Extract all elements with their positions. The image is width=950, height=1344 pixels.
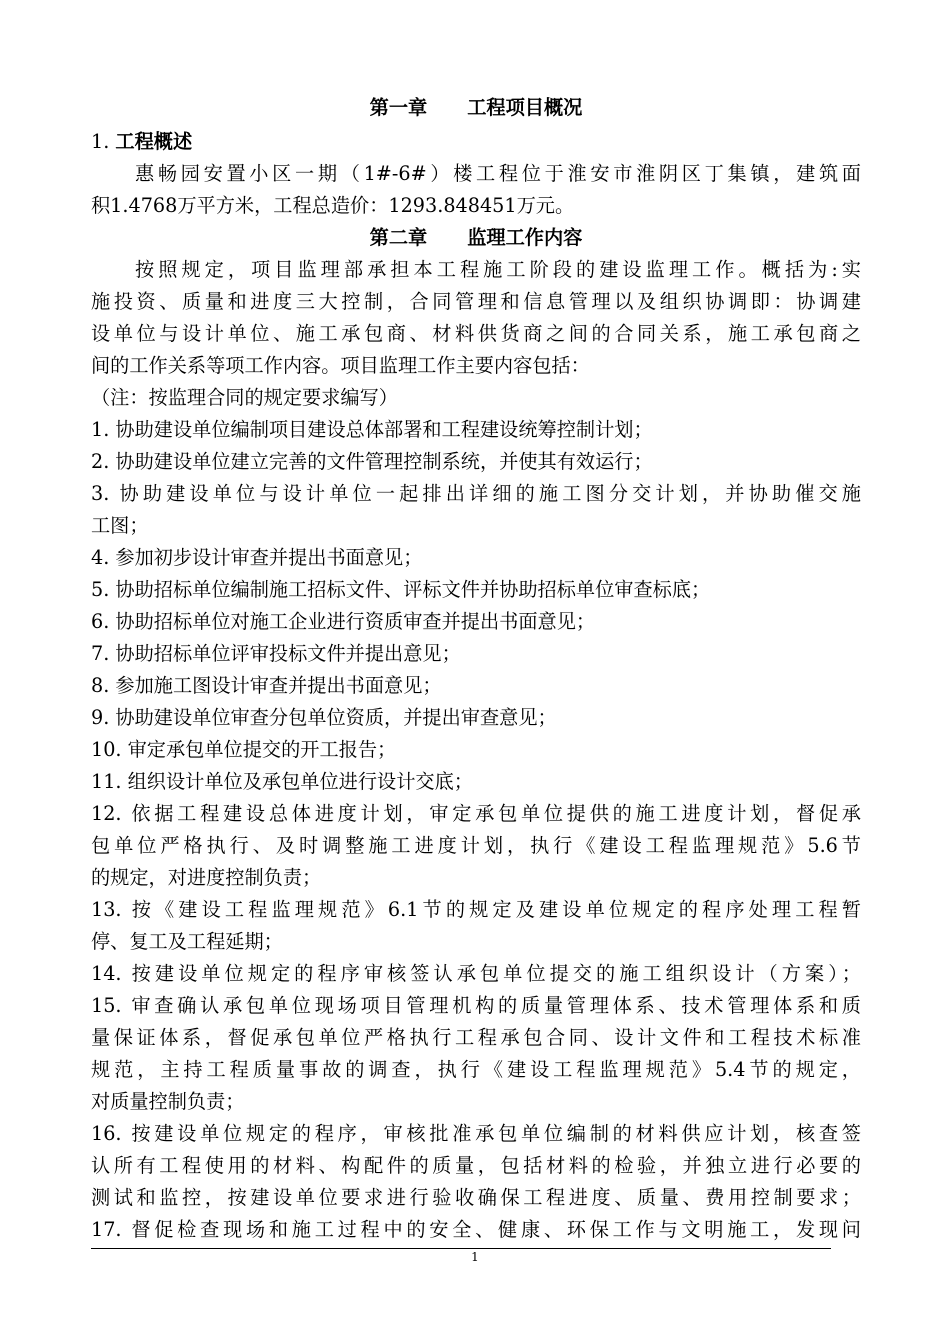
list-item: 4. 参加初步设计审查并提出书面意见； <box>91 546 423 569</box>
list-item: 3. 协助建设单位与设计单位一起排出详细的施工图分交计划，并协助催交施 <box>91 482 861 505</box>
list-item: 认所有工程使用的材料、构配件的质量，包括材料的检验，并独立进行必要的 <box>91 1154 861 1177</box>
list-item: 16. 按建设单位规定的程序，审核批准承包单位编制的材料供应计划，核查签 <box>91 1122 861 1145</box>
list-item: 对质量控制负责； <box>91 1090 245 1113</box>
footer-rule <box>91 1248 831 1249</box>
section-1-title: 工程概述 <box>115 130 193 153</box>
overview-line: 惠畅园安置小区一期（1#-6#）楼工程位于淮安市淮阴区丁集镇，建筑面 <box>135 162 861 185</box>
intro-line: 间的工作关系等项工作内容。项目监理工作主要内容包括： <box>91 354 590 377</box>
list-item: 11. 组织设计单位及承包单位进行设计交底； <box>91 770 473 793</box>
list-item: 1. 协助建设单位编制项目建设总体部署和工程建设统筹控制计划； <box>91 418 653 441</box>
list-item: 7. 协助招标单位评审投标文件并提出意见； <box>91 642 461 665</box>
chapter-1-label: 第一章 <box>369 96 428 119</box>
chapter-1-heading <box>91 91 861 125</box>
list-item: 10. 审定承包单位提交的开工报告； <box>91 738 397 761</box>
list-item: 工图； <box>91 514 149 537</box>
intro-line: 按照规定，项目监理部承担本工程施工阶段的建设监理工作。概括为:实 <box>135 258 861 281</box>
chapter-1-title: 工程项目概况 <box>467 96 583 119</box>
list-item: 停、复工及工程延期； <box>91 930 283 953</box>
chapter-2-heading <box>91 221 861 255</box>
chapter-2-title: 监理工作内容 <box>467 226 583 249</box>
list-item: 量保证体系，督促承包单位严格执行工程承包合同、设计文件和工程技术标准 <box>91 1026 861 1049</box>
intro-line: 施投资、质量和进度三大控制，合同管理和信息管理以及组织协调即：协调建 <box>91 290 861 313</box>
section-1-heading <box>91 125 861 159</box>
list-item: 6. 协助招标单位对施工企业进行资质审查并提出书面意见； <box>91 610 596 633</box>
chapter-2-label: 第二章 <box>369 226 428 249</box>
list-item: 2. 协助建设单位建立完善的文件管理控制系统，并使其有效运行； <box>91 450 653 473</box>
list-item: 13. 按《建设工程监理规范》6.1节的规定及建设单位规定的程序处理工程暂 <box>91 898 861 921</box>
list-item: 14. 按建设单位规定的程序审核签认承包单位提交的施工组织设计（方案）； <box>91 962 861 985</box>
list-item: 17. 督促检查现场和施工过程中的安全、健康、环保工作与文明施工，发现问 <box>91 1218 861 1241</box>
intro-line: 设单位与设计单位、施工承包商、材料供货商之间的合同关系，施工承包商之 <box>91 322 861 345</box>
list-item: 9. 协助建设单位审查分包单位资质，并提出审查意见； <box>91 706 557 729</box>
list-item: 的规定，对进度控制负责； <box>91 866 322 889</box>
list-item: 12. 依据工程建设总体进度计划，审定承包单位提供的施工进度计划，督促承 <box>91 802 861 825</box>
list-item: 测试和监控，按建设单位要求进行验收确保工程进度、质量、费用控制要求； <box>91 1186 861 1209</box>
list-item: 8. 参加施工图设计审查并提出书面意见； <box>91 674 442 697</box>
overview-line: 积1.4768万平方米，工程总造价：1293.848451万元。 <box>91 194 575 217</box>
list-item: 规范，主持工程质量事故的调查，执行《建设工程监理规范》5.4节的规定， <box>91 1058 861 1081</box>
list-item: 5. 协助招标单位编制施工招标文件、评标文件并协助招标单位审查标底； <box>91 578 711 601</box>
note-line: （注：按监理合同的规定要求编写） <box>91 386 398 409</box>
list-item: 包单位严格执行、及时调整施工进度计划，执行《建设工程监理规范》5.6节 <box>91 834 861 857</box>
list-item: 15. 审查确认承包单位现场项目管理机构的质量管理体系、技术管理体系和质 <box>91 994 861 1017</box>
section-1-number: 1. <box>91 130 110 153</box>
page-number: 1 <box>471 1250 479 1264</box>
